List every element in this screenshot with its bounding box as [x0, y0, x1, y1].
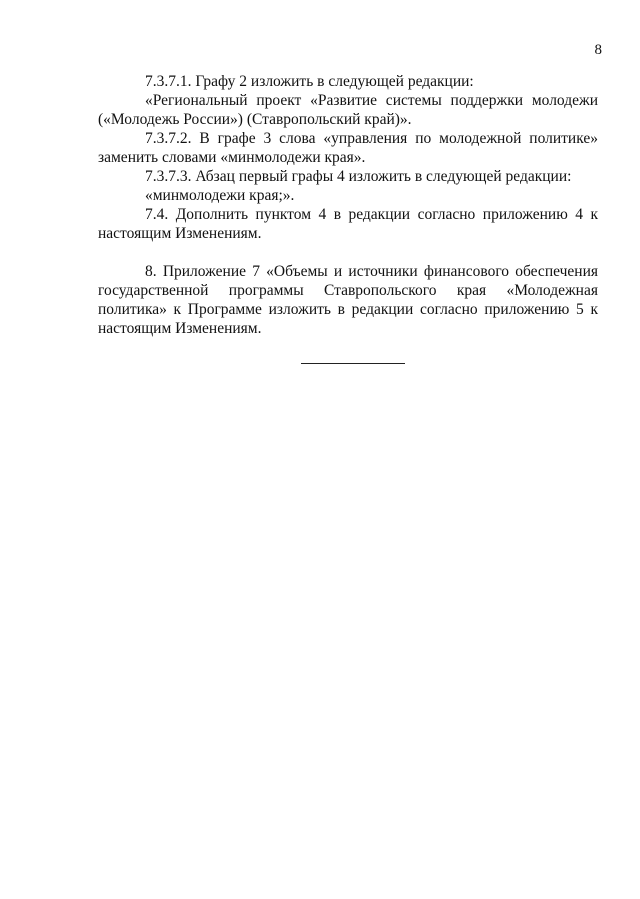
paragraph-7-3-7-3-text: «минмолодежи края;».	[145, 187, 295, 204]
document-body	[98, 72, 598, 338]
paragraph-7-3-7-1-text: «Региональный проект «Развитие системы поддержки молодежи («Молодежь России») (Ставропольский край)».	[98, 92, 598, 128]
paragraph-7-3-7-3: 7.3.7.3. Абзац первый графы 4 изложить в следующей редакции:	[145, 168, 572, 185]
paragraph-7-3-7-2: 7.3.7.2. В графе 3 слова «управления по молодежной политике» заменить словами «минмолодежи края».	[98, 130, 598, 166]
paragraph-7-4: 7.4. Дополнить пунктом 4 в редакции согласно приложению 4 к настоящим Изменениям.	[98, 206, 598, 242]
paragraph-7-3-7-1: 7.3.7.1. Графу 2 изложить в следующей редакции:	[145, 73, 474, 90]
page-number: 8	[594, 42, 602, 58]
closing-divider-line	[301, 363, 405, 364]
paragraph-8: 8. Приложение 7 «Объемы и источники финансового обеспечения государственной программы Ставропольского края «Молодежная политика» к Программе изложить в редакции согласно приложению 5 к настоящим Изменениям.	[98, 263, 598, 337]
